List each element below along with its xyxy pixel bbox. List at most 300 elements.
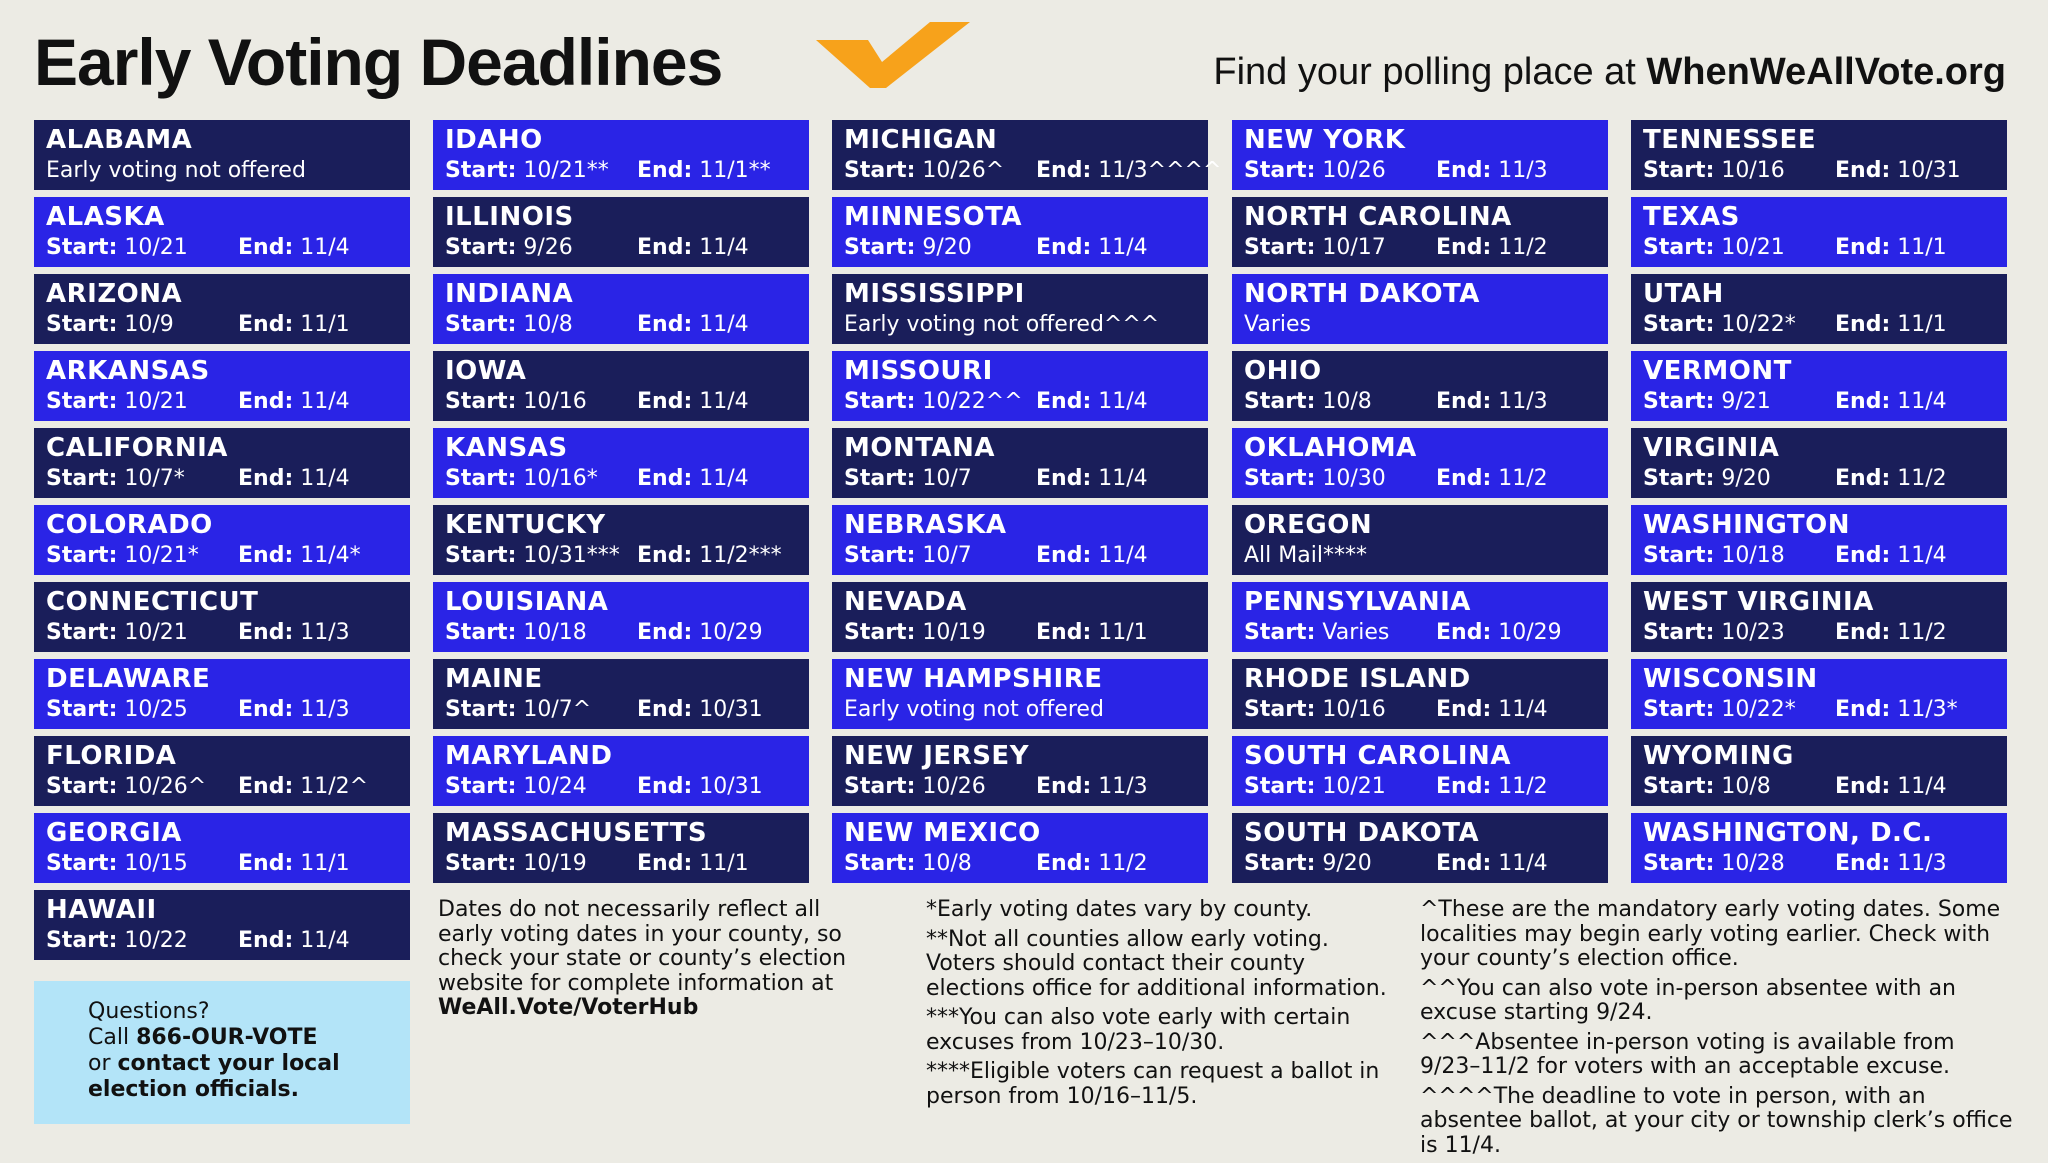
end-label: End: — [238, 235, 294, 260]
start-group — [46, 774, 206, 799]
end-date: 11/4 — [699, 312, 749, 337]
end-group — [1436, 695, 1548, 725]
end-group — [238, 310, 350, 340]
state-card — [34, 505, 410, 575]
state-name: VIRGINIA — [1643, 433, 1780, 463]
end-date: 11/2 — [1498, 235, 1548, 260]
start-date: 10/8 — [1322, 389, 1372, 414]
end-date: 11/4 — [1897, 774, 1947, 799]
state-card — [1631, 274, 2007, 344]
state-dates — [844, 695, 1196, 725]
state-card — [433, 197, 809, 267]
end-label: End: — [1036, 158, 1092, 183]
state-dates — [1643, 233, 1995, 263]
end-date: 11/4 — [1897, 389, 1947, 414]
state-dates — [46, 233, 398, 263]
start-group — [1643, 466, 1771, 491]
state-name: DELAWARE — [46, 664, 211, 694]
start-date: 9/20 — [1721, 466, 1771, 491]
end-label: End: — [238, 774, 294, 799]
end-group — [637, 849, 749, 879]
end-date: 11/3^^^^ — [1098, 158, 1222, 183]
state-card — [433, 813, 809, 883]
end-label: End: — [1835, 158, 1891, 183]
end-date: 11/2*** — [699, 543, 782, 568]
end-date: 11/1 — [1098, 620, 1148, 645]
start-date: 10/17 — [1322, 235, 1386, 260]
state-name: SOUTH DAKOTA — [1244, 818, 1480, 848]
state-card — [1232, 582, 1608, 652]
start-group — [844, 158, 1004, 183]
end-label: End: — [637, 697, 693, 722]
end-label: End: — [1436, 389, 1492, 414]
page-title: Early Voting Deadlines — [34, 25, 723, 99]
start-label: Start: — [1244, 620, 1316, 645]
state-name: IOWA — [445, 356, 527, 386]
state-dates — [1244, 233, 1596, 263]
end-date: 11/4 — [300, 466, 350, 491]
footnote: *Early voting dates vary by county. — [926, 897, 1313, 922]
end-date: 11/1 — [300, 312, 350, 337]
state-dates — [445, 233, 797, 263]
end-date: 11/3 — [1498, 389, 1548, 414]
start-group — [46, 312, 174, 337]
start-date: 10/16 — [1322, 697, 1386, 722]
start-date: 10/22* — [1721, 312, 1796, 337]
start-date: 10/8 — [922, 851, 972, 876]
end-label: End: — [1835, 697, 1891, 722]
state-name: MINNESOTA — [844, 202, 1022, 232]
start-group — [46, 235, 188, 260]
end-group — [1835, 233, 1947, 263]
start-date: 10/9 — [124, 312, 174, 337]
state-name: MISSOURI — [844, 356, 993, 386]
start-date: 10/23 — [1721, 620, 1785, 645]
state-name: RHODE ISLAND — [1244, 664, 1471, 694]
start-label: Start: — [1244, 851, 1316, 876]
footnote: ^These are the mandatory early voting dates. Some localities may begin early voting earlier. Check with your county’s election office. — [1420, 897, 2001, 971]
questions-box — [34, 981, 410, 1124]
end-date: 10/29 — [699, 620, 763, 645]
end-date: 11/2 — [1897, 620, 1947, 645]
state-dates — [445, 695, 797, 725]
end-group — [238, 849, 350, 879]
start-group — [1244, 235, 1386, 260]
end-label: End: — [1436, 466, 1492, 491]
voterhub-link[interactable]: WeAll.Vote/VoterHub — [438, 995, 699, 1020]
state-name: CALIFORNIA — [46, 433, 228, 463]
start-label: Start: — [46, 389, 118, 414]
start-group — [844, 389, 1023, 414]
end-group — [1036, 618, 1148, 648]
state-dates — [1643, 156, 1995, 186]
state-card — [1631, 120, 2007, 190]
start-group — [844, 235, 972, 260]
tagline-site-link[interactable]: WhenWeAllVote.org — [1646, 51, 2006, 93]
state-name: MASSACHUSETTS — [445, 818, 708, 848]
start-label: Start: — [1643, 235, 1715, 260]
state-dates — [844, 618, 1196, 648]
start-date: 10/19 — [922, 620, 986, 645]
state-card — [832, 659, 1208, 729]
state-name: NEW HAMPSHIRE — [844, 664, 1103, 694]
state-card — [433, 736, 809, 806]
start-date: 10/21 — [124, 235, 188, 260]
start-label: Start: — [844, 543, 916, 568]
start-group — [1643, 697, 1796, 722]
start-label: Start: — [1643, 851, 1715, 876]
state-dates — [844, 772, 1196, 802]
state-name: TEXAS — [1643, 202, 1740, 232]
state-card — [34, 274, 410, 344]
end-label: End: — [637, 774, 693, 799]
end-label: End: — [238, 466, 294, 491]
questions-call-line — [88, 1025, 390, 1051]
state-card — [433, 428, 809, 498]
end-group — [637, 695, 763, 725]
start-group — [445, 235, 573, 260]
start-label: Start: — [1643, 697, 1715, 722]
start-group — [1244, 774, 1386, 799]
start-label: Start: — [1643, 543, 1715, 568]
end-group — [238, 464, 350, 494]
end-label: End: — [1835, 620, 1891, 645]
end-label: End: — [1835, 851, 1891, 876]
end-group — [1835, 387, 1947, 417]
start-label: Start: — [1643, 389, 1715, 414]
state-card — [1232, 813, 1608, 883]
start-group — [844, 620, 986, 645]
start-group — [1643, 158, 1785, 183]
start-group — [46, 697, 188, 722]
footnote: **Not all counties allow early voting. Voters should contact their county elections office for additional information. — [926, 926, 1387, 1001]
end-date: 11/2 — [1098, 851, 1148, 876]
state-card — [1232, 274, 1608, 344]
start-group — [1643, 774, 1771, 799]
start-group — [844, 466, 972, 491]
state-card — [1232, 428, 1608, 498]
start-label: Start: — [46, 543, 118, 568]
state-name: INDIANA — [445, 279, 574, 309]
start-label: Start: — [46, 235, 118, 260]
end-group — [637, 618, 763, 648]
end-date: 11/1 — [1897, 235, 1947, 260]
state-card — [34, 890, 410, 960]
start-group — [445, 851, 587, 876]
state-card — [34, 197, 410, 267]
end-date: 11/3 — [1897, 851, 1947, 876]
end-date: 11/3* — [1897, 697, 1958, 722]
state-note: Varies — [1244, 312, 1311, 337]
end-date: 10/31 — [699, 697, 763, 722]
end-date: 11/1 — [1897, 312, 1947, 337]
start-label: Start: — [46, 312, 118, 337]
state-dates — [46, 156, 398, 186]
end-label: End: — [1036, 235, 1092, 260]
start-group — [445, 543, 620, 568]
end-group — [238, 926, 350, 956]
state-dates — [46, 541, 398, 571]
state-name: MICHIGAN — [844, 125, 998, 155]
start-label: Start: — [46, 466, 118, 491]
start-date: 10/16 — [523, 389, 587, 414]
start-label: Start: — [46, 774, 118, 799]
state-dates — [46, 849, 398, 879]
state-card — [1631, 736, 2007, 806]
state-name: GEORGIA — [46, 818, 182, 848]
end-label: End: — [238, 928, 294, 953]
start-label: Start: — [46, 697, 118, 722]
end-group — [637, 387, 749, 417]
end-group — [1436, 233, 1548, 263]
end-label: End: — [637, 389, 693, 414]
state-name: VERMONT — [1643, 356, 1792, 386]
end-group — [1036, 233, 1148, 263]
disclaimer-text: Dates do not necessarily reflect all early voting dates in your county, so check your state or county’s election website for complete information at — [438, 897, 847, 996]
end-group — [238, 695, 350, 725]
start-group — [445, 158, 609, 183]
tagline — [1213, 44, 2006, 100]
state-name: WISCONSIN — [1643, 664, 1818, 694]
state-dates — [1244, 310, 1596, 340]
state-dates — [844, 464, 1196, 494]
start-date: 10/22* — [1721, 697, 1796, 722]
state-name: SOUTH CAROLINA — [1244, 741, 1511, 771]
state-card — [34, 659, 410, 729]
end-group — [1036, 541, 1148, 571]
state-name: MISSISSIPPI — [844, 279, 1025, 309]
state-name: TENNESSEE — [1643, 125, 1817, 155]
questions-heading: Questions? — [88, 999, 210, 1024]
end-date: 11/1 — [699, 851, 749, 876]
end-label: End: — [637, 620, 693, 645]
start-date: 10/31*** — [523, 543, 620, 568]
start-date: 10/18 — [523, 620, 587, 645]
end-group — [238, 233, 350, 263]
state-card — [832, 197, 1208, 267]
state-card — [1631, 582, 2007, 652]
start-group — [1244, 158, 1386, 183]
call-prefix: Call — [88, 1025, 137, 1050]
end-date: 11/4 — [699, 466, 749, 491]
footnote: ****Eligible voters can request a ballot in person from 10/16–11/5. — [926, 1059, 1380, 1109]
state-dates — [46, 926, 398, 956]
start-date: 10/7 — [922, 466, 972, 491]
state-dates — [445, 849, 797, 879]
start-label: Start: — [445, 543, 517, 568]
state-dates — [1643, 387, 1995, 417]
end-date: 11/3 — [1498, 158, 1548, 183]
state-dates — [844, 849, 1196, 879]
end-date: 11/4 — [1098, 466, 1148, 491]
start-date: 10/21** — [523, 158, 609, 183]
end-label: End: — [1835, 466, 1891, 491]
end-label: End: — [1835, 235, 1891, 260]
state-name: NEBRASKA — [844, 510, 1007, 540]
start-date: 10/7^ — [523, 697, 592, 722]
start-group — [1244, 697, 1386, 722]
start-group — [445, 312, 573, 337]
state-card — [34, 428, 410, 498]
start-label: Start: — [46, 620, 118, 645]
end-date: 11/4 — [1498, 851, 1548, 876]
phone-number[interactable]: 866-OUR-VOTE — [136, 1025, 318, 1050]
footnotes-middle — [926, 898, 1396, 1114]
end-group — [1436, 849, 1548, 879]
state-name: ALABAMA — [46, 125, 193, 155]
end-date: 11/2 — [1897, 466, 1947, 491]
state-card — [1631, 659, 2007, 729]
state-card — [433, 351, 809, 421]
state-dates — [46, 618, 398, 648]
state-note: Early voting not offered — [46, 158, 306, 183]
start-group — [1643, 620, 1785, 645]
end-group — [1835, 695, 1958, 725]
state-card — [832, 505, 1208, 575]
end-label: End: — [637, 158, 693, 183]
state-dates — [445, 310, 797, 340]
start-label: Start: — [1643, 158, 1715, 183]
end-label: End: — [637, 235, 693, 260]
start-label: Start: — [844, 158, 916, 183]
state-card — [832, 736, 1208, 806]
end-label: End: — [1835, 543, 1891, 568]
end-label: End: — [1036, 389, 1092, 414]
end-label: End: — [238, 389, 294, 414]
state-note: Early voting not offered — [844, 697, 1104, 722]
start-group — [46, 466, 185, 491]
state-card — [433, 582, 809, 652]
start-date: 10/22 — [124, 928, 188, 953]
end-label: End: — [1436, 158, 1492, 183]
start-label: Start: — [445, 774, 517, 799]
start-date: 9/21 — [1721, 389, 1771, 414]
state-card — [832, 274, 1208, 344]
end-label: End: — [1436, 620, 1492, 645]
start-date: 10/16* — [523, 466, 598, 491]
state-name: NEW MEXICO — [844, 818, 1041, 848]
end-label: End: — [238, 312, 294, 337]
end-date: 11/1** — [699, 158, 771, 183]
state-name: NORTH CAROLINA — [1244, 202, 1512, 232]
state-dates — [844, 233, 1196, 263]
start-group — [445, 774, 587, 799]
state-dates — [1643, 541, 1995, 571]
or-text: or — [88, 1051, 118, 1076]
end-date: 11/2^ — [300, 774, 369, 799]
end-label: End: — [637, 466, 693, 491]
state-dates — [1244, 156, 1596, 186]
end-group — [637, 310, 749, 340]
end-label: End: — [238, 851, 294, 876]
state-dates — [1643, 310, 1995, 340]
start-date: 10/24 — [523, 774, 587, 799]
end-date: 11/4 — [1498, 697, 1548, 722]
end-date: 11/4 — [1098, 389, 1148, 414]
state-name: MARYLAND — [445, 741, 613, 771]
end-date: 10/31 — [699, 774, 763, 799]
end-label: End: — [1436, 774, 1492, 799]
state-name: HAWAII — [46, 895, 157, 925]
start-date: 10/7* — [124, 466, 185, 491]
start-group — [1643, 543, 1785, 568]
end-date: 11/3 — [1098, 774, 1148, 799]
start-label: Start: — [1643, 312, 1715, 337]
state-card — [1232, 351, 1608, 421]
end-label: End: — [238, 620, 294, 645]
start-group — [46, 928, 188, 953]
end-label: End: — [238, 543, 294, 568]
state-card — [1232, 736, 1608, 806]
start-label: Start: — [844, 235, 916, 260]
state-dates — [46, 464, 398, 494]
state-card — [433, 659, 809, 729]
state-dates — [1244, 772, 1596, 802]
state-card — [34, 120, 410, 190]
state-name: WASHINGTON — [1643, 510, 1851, 540]
end-group — [637, 156, 771, 186]
state-dates — [1244, 618, 1596, 648]
end-group — [1436, 618, 1562, 648]
start-label: Start: — [445, 466, 517, 491]
state-dates — [1643, 618, 1995, 648]
disclaimer — [438, 898, 882, 1021]
start-date: Varies — [1322, 620, 1390, 645]
start-date: 10/8 — [523, 312, 573, 337]
state-card — [433, 505, 809, 575]
end-group — [637, 772, 763, 802]
end-group — [1835, 464, 1947, 494]
start-group — [445, 620, 587, 645]
state-note: All Mail**** — [1244, 543, 1367, 568]
end-group — [637, 233, 749, 263]
start-group — [46, 620, 188, 645]
state-name: KENTUCKY — [445, 510, 606, 540]
start-date: 10/21 — [124, 389, 188, 414]
end-group — [1436, 387, 1548, 417]
state-dates — [844, 541, 1196, 571]
state-dates — [844, 387, 1196, 417]
state-card — [34, 813, 410, 883]
start-date: 10/28 — [1721, 851, 1785, 876]
end-label: End: — [637, 851, 693, 876]
state-name: ARKANSAS — [46, 356, 210, 386]
end-date: 11/4 — [300, 928, 350, 953]
start-date: 10/21 — [124, 620, 188, 645]
start-date: 10/21* — [124, 543, 199, 568]
state-name: LOUISIANA — [445, 587, 609, 617]
state-card — [1232, 505, 1608, 575]
state-dates — [46, 310, 398, 340]
end-date: 10/31 — [1897, 158, 1961, 183]
start-label: Start: — [445, 389, 517, 414]
start-label: Start: — [1643, 774, 1715, 799]
start-label: Start: — [1643, 466, 1715, 491]
state-name: WASHINGTON, D.C. — [1643, 818, 1933, 848]
end-group — [238, 387, 350, 417]
state-dates — [1244, 849, 1596, 879]
start-group — [46, 543, 199, 568]
questions-contact-line — [88, 1051, 390, 1103]
end-group — [1036, 156, 1221, 186]
state-card — [34, 351, 410, 421]
state-dates — [1244, 387, 1596, 417]
end-label: End: — [1036, 851, 1092, 876]
state-dates — [1643, 849, 1995, 879]
state-card — [1631, 505, 2007, 575]
end-date: 11/2 — [1498, 774, 1548, 799]
state-card — [832, 120, 1222, 190]
